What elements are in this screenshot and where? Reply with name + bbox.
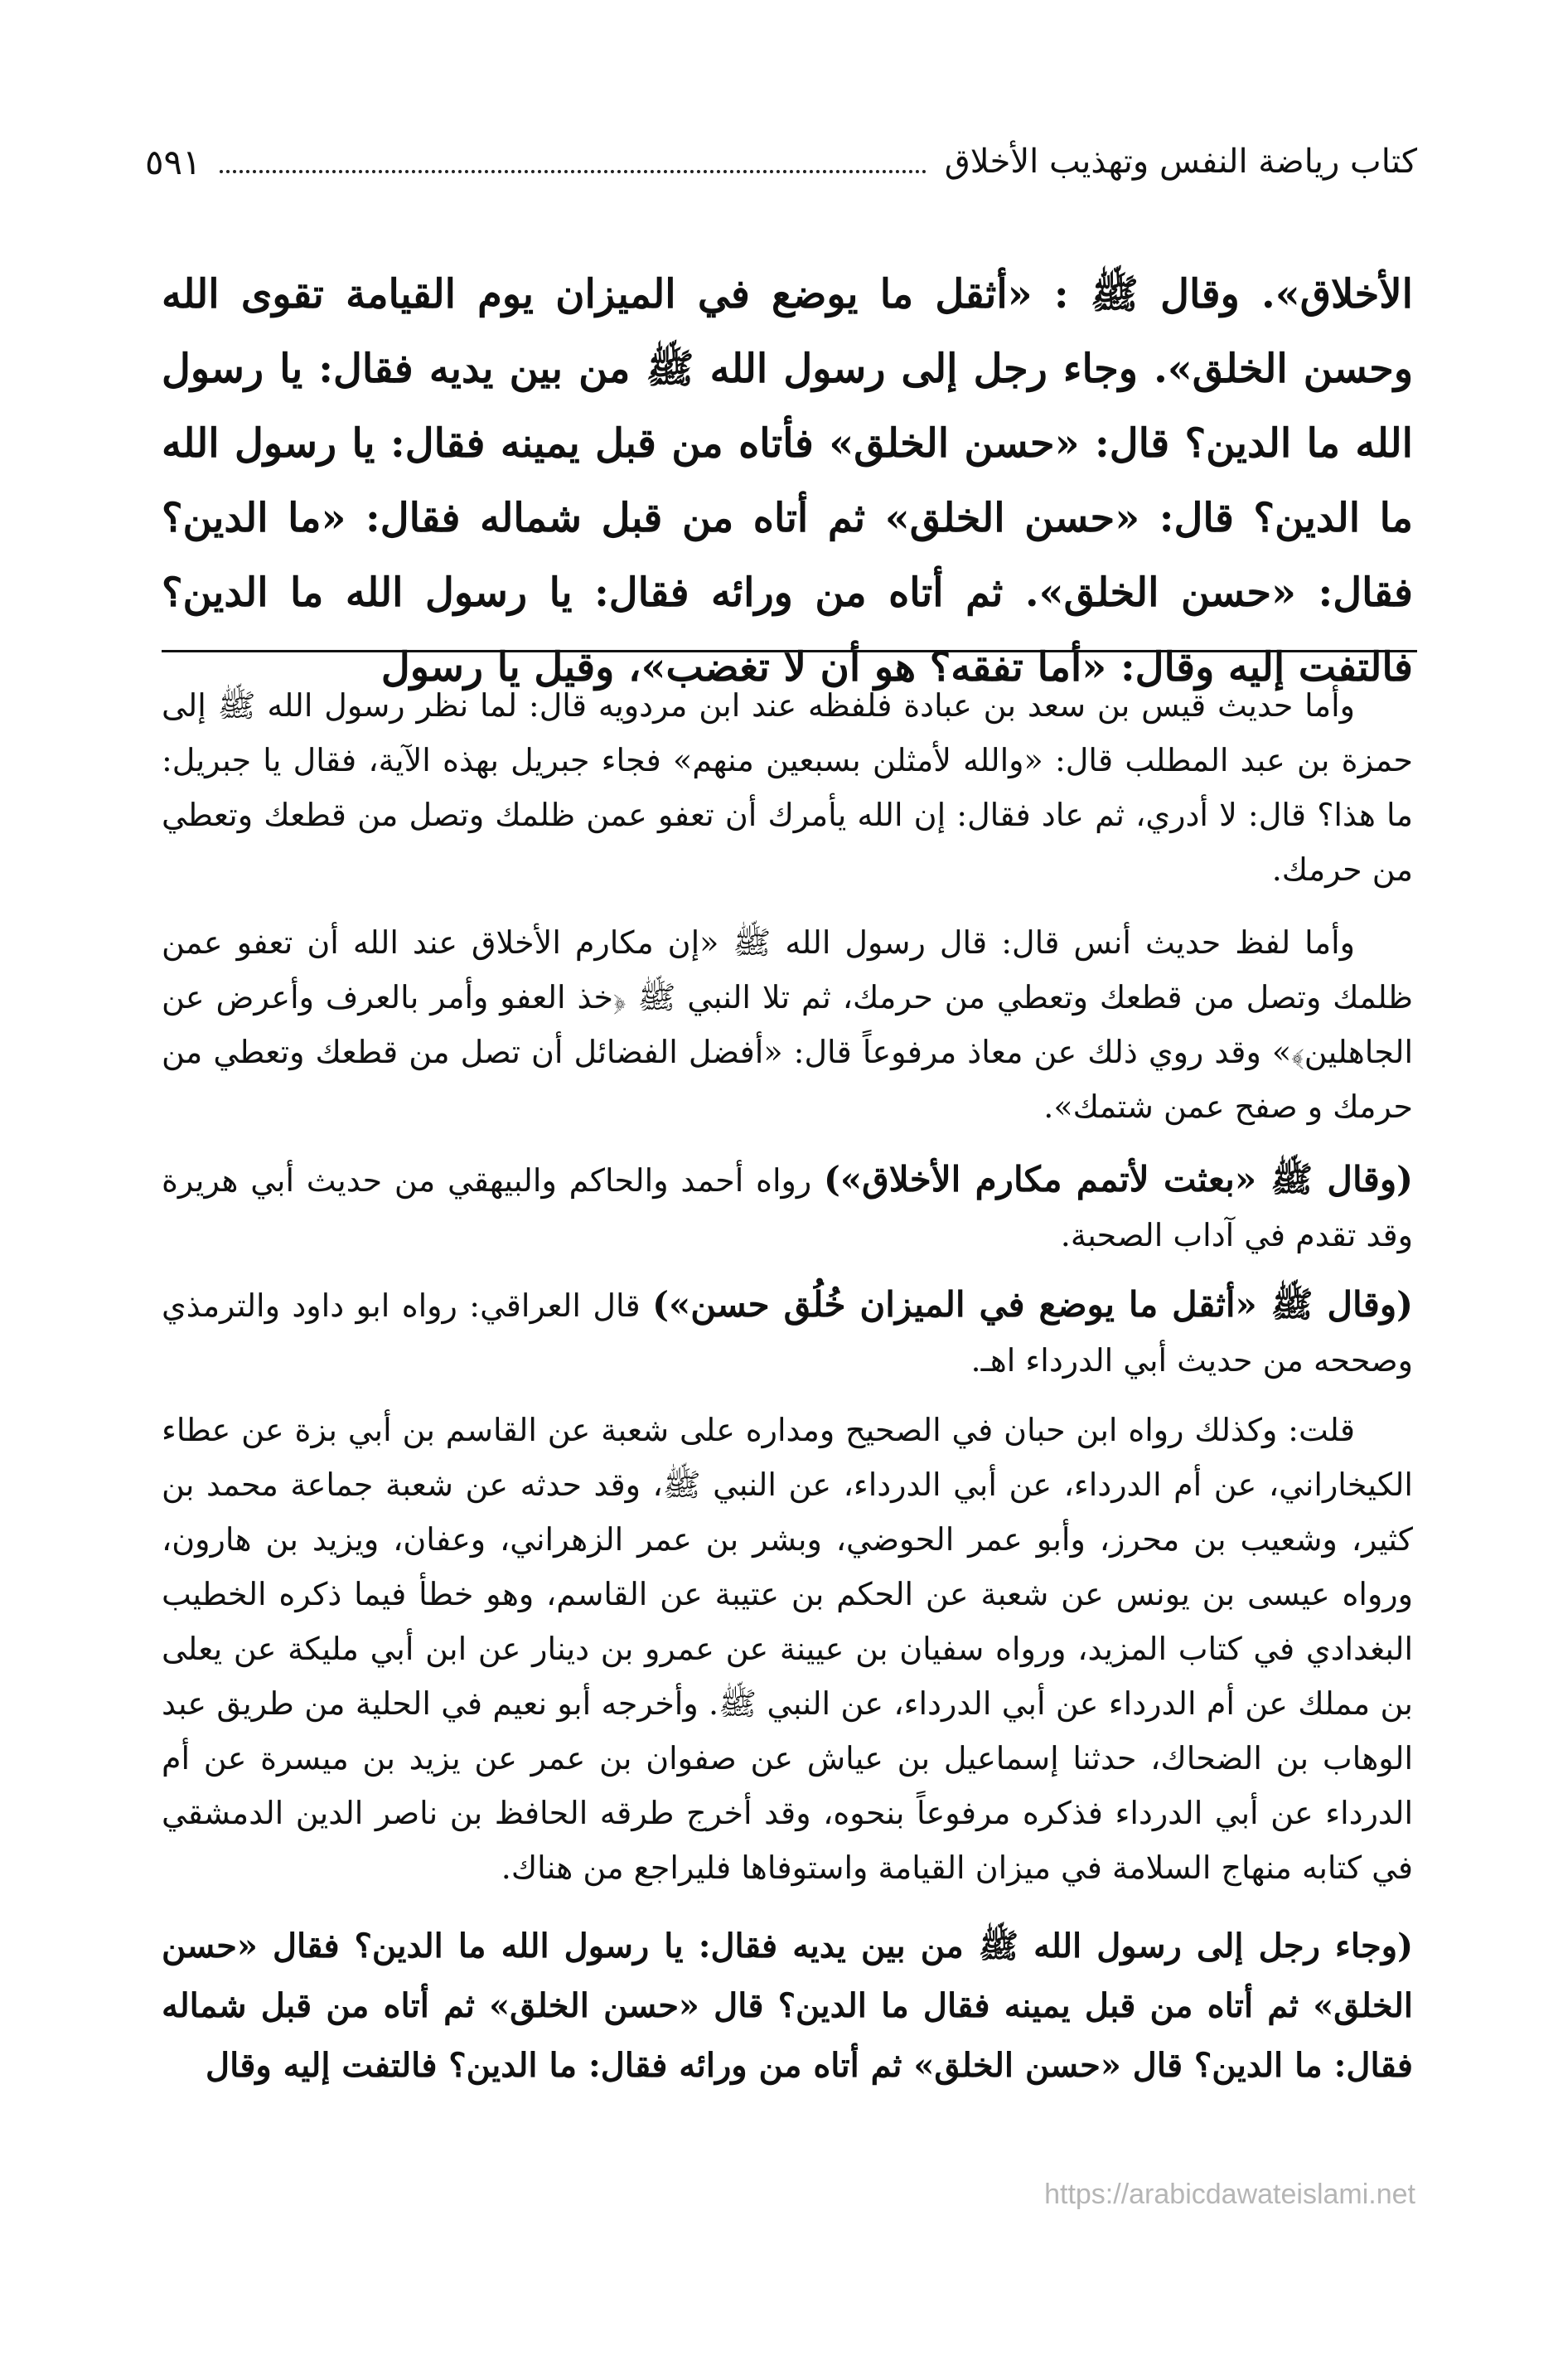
hadith-quote-1: (وقال ﷺ «بعثت لأتمم مكارم الأخلاق») <box>824 1159 1413 1200</box>
separator-rule <box>162 650 1417 652</box>
commentary-paragraph-1: وأما حديث قيس بن سعد بن عبادة فلفظه عند ابن مردويه قال: لما نظر رسول الله ﷺ إلى حمزة بن عبد المطلب قال: «والله لأمثلن بسبعين منهم» فجاء جبريل بهذه الآية، فقال يا جبريل: ما هذا؟ قال: لا أدري، ثم عاد فقال: إن الله يأمرك أن تعفو عمن ظلمك وتصل من قطعك وتعطي من حرمك. <box>162 687 1413 888</box>
commentary-paragraph-2: وأما لفظ حديث أنس قال: قال رسول الله ﷺ «إن مكارم الأخلاق عند الله أن تعفو عمن ظلمك وتصل من قطعك وتعطي من حرمك، ثم تلا النبي ﷺ ﴿خذ العفو وأمر بالعرف وأعرض عن الجاهلين﴾» وقد روي ذلك عن معاذ مرفوعاً قال: «أفضل الفضائل أن تصل من قطعك وتعطي من حرمك و صفح عمن شتمك». <box>162 924 1413 1125</box>
hadith-quote-2: (وقال ﷺ «أثقل ما يوضع في الميزان خُلُق حسن») <box>652 1284 1413 1325</box>
page-number: ٥٩١ <box>145 141 201 182</box>
main-text: الأخلاق». وقال ﷺ : «أثقل ما يوضع في الميزان يوم القيامة تقوى الله وحسن الخلق». وجاء رجل إلى رسول الله ﷺ من بين يديه فقال: يا رسول الله ما الدين؟ قال: «حسن الخلق» فأتاه من قبل يمينه فقال: يا رسول الله ما الدين؟ قال: «حسن الخلق» ثم أتاه من قبل شماله فقال: «ما الدين؟ فقال: «حسن الخلق». ثم أتاه من ورائه فقال: يا رسول الله ما الدين؟ فالتفت إليه وقال: «أما تفقه؟ هو أن لا تغضب»، وقيل يا رسول <box>162 271 1413 691</box>
leader-dots <box>220 170 927 173</box>
hadith-source-2: قال العراقي: رواه ابو داود والترمذي وصححه من حديث أبي الدرداء اهـ. <box>162 1287 1413 1379</box>
quoted-hadith-2 <box>162 1277 1413 1388</box>
quoted-hadith-1 <box>162 1152 1413 1263</box>
hadith-source-1: رواه أحمد والحاكم والبيهقي من حديث أبي هريرة وقد تقدم في آداب الصحبة. <box>162 1162 1413 1253</box>
commentary-paragraph-4: (وجاء رجل إلى رسول الله ﷺ من بين يديه فقال: يا رسول الله ما الدين؟ فقال «حسن الخلق» ثم أتاه من قبل يمينه فقال ما الدين؟ قال «حسن الخلق» ثم أتاه من قبل شماله فقال: ما الدين؟ قال «حسن الخلق» ثم أتاه من ورائه فقال: ما الدين؟ فالتفت إليه وقال <box>162 1927 1413 2085</box>
book-title: كتاب رياضة النفس وتهذيب الأخلاق <box>944 143 1417 181</box>
running-header <box>145 124 1417 199</box>
commentary-paragraph-3: قلت: وكذلك رواه ابن حبان في الصحيح ومداره على شعبة عن القاسم بن أبي بزة عن عطاء الكيخاراني، عن أم الدرداء، عن أبي الدرداء، عن النبي ﷺ، وقد حدثه عن شعبة جماعة محمد بن كثير، وشعيب بن محرز، وأبو عمر الحوضي، وبشر بن عمر الزهراني، وعفان، ويزيد بن هارون، ورواه عيسى بن يونس عن شعبة عن الحكم بن عتيبة عن القاسم، وهو خطأ فيما ذكره الخطيب البغدادي في كتاب المزيد، ورواه سفيان بن عيينة عن عمرو بن دينار عن ابن أبي مليكة عن يعلى بن مملك عن أم الدرداء عن أبي الدرداء، عن النبي ﷺ. وأخرجه أبو نعيم في الحلية من طريق عبد الوهاب بن الضحاك، حدثنا إسماعيل بن عياش عن صفوان بن عمر عن يزيد بن ميسرة عن أم الدرداء عن أبي الدرداء فذكره مرفوعاً بنحوه، وقد أخرج طرقه الحافظ بن ناصر الدين الدمشقي في كتابه منهاج السلامة في ميزان القيامة واستوفاها فليراجع من هناك. <box>162 1412 1413 1886</box>
watermark-url: https://arabicdawateislami.net <box>1044 2179 1415 2210</box>
commentary <box>162 678 1413 2114</box>
